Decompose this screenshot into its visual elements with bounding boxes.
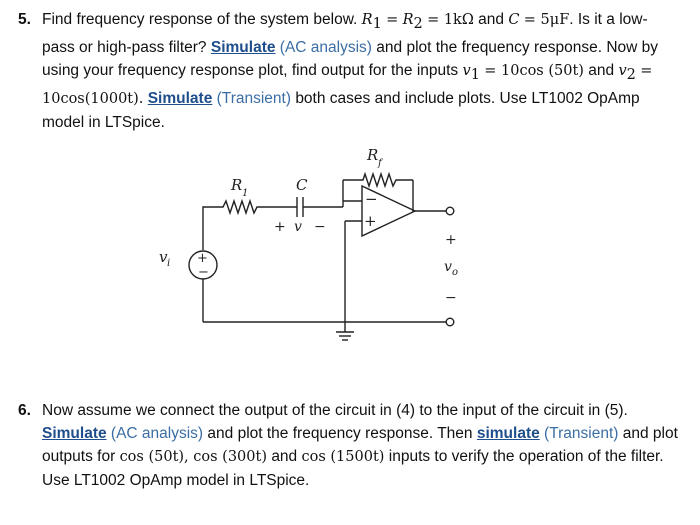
vi-label: v — [159, 248, 168, 266]
vo-sub: o — [452, 267, 459, 278]
opamp-plus: + — [364, 212, 377, 230]
r1-sub: 1 — [372, 16, 382, 33]
vo-plus: + — [445, 232, 457, 248]
p6-sentence-1: Now assume we connect the output of the circuit in (4) to the input of the circuit in (5). — [42, 402, 628, 419]
simulate-link-1[interactable]: Simulate — [210, 39, 276, 57]
v2-sub: 2 — [626, 67, 636, 84]
vo-label: v — [444, 259, 452, 275]
ac-analysis-note: (AC analysis) — [279, 39, 372, 57]
capacitance-value: = 5μF — [523, 12, 570, 28]
r1-sub: 1 — [242, 188, 249, 199]
input-1-expr: = 10cos (50t) — [484, 63, 584, 80]
cos-inputs-1: cos (50t), cos (300t) — [119, 449, 267, 465]
r2-symbol: R — [402, 12, 414, 28]
rf-sub: f — [378, 158, 382, 169]
problem-6 — [18, 399, 680, 492]
p5-sentence-1: Find frequency response of the system below. — [42, 11, 358, 28]
r1-resistor — [203, 201, 280, 250]
v1-sub: 1 — [470, 67, 480, 84]
transient-note: (Transient) — [216, 90, 291, 108]
c-symbol: C — [508, 12, 520, 28]
vc-label: v — [294, 219, 302, 235]
vc-plus: + — [274, 219, 286, 235]
source-minus: − — [198, 265, 209, 280]
simulate-link-4[interactable]: simulate — [476, 425, 540, 442]
input-2-expr: = 10cos(1000t). — [42, 63, 653, 108]
problem-6-number: 6. — [18, 402, 31, 419]
resistance-value: = 1kΩ — [427, 12, 474, 28]
p6-sentence-4: inputs to verify the operation of the filter. Use LT1002 OpAmp model in LTSpice. — [42, 448, 664, 489]
vo-minus: − — [445, 290, 457, 306]
r2-sub: 2 — [413, 16, 423, 33]
p5-sentence-2: . Is it a low-pass or high-pass filter? — [42, 11, 648, 57]
ground-symbol — [336, 322, 354, 340]
p5-sentence-3: and plot the frequency response. Now by using your frequency response plot, find output for the inputs — [42, 39, 659, 80]
r1-label: R — [231, 176, 243, 194]
opamp-minus: − — [365, 190, 378, 208]
r1-symbol: R — [361, 12, 373, 28]
transient-note-2: (Transient) — [544, 425, 619, 442]
cos-input-2: cos (1500t) — [301, 449, 385, 465]
p6-sentence-3: and plot outputs for — [42, 425, 678, 465]
vc-minus: − — [314, 219, 326, 235]
capacitor — [280, 197, 343, 217]
and-1: and — [478, 11, 505, 28]
rf-label: R — [367, 146, 379, 164]
and-3: and — [271, 448, 298, 465]
v1-symbol: v — [462, 63, 471, 80]
simulate-link-3[interactable]: Simulate — [42, 425, 107, 442]
v2-symbol: v — [618, 63, 627, 80]
c-label: C — [296, 176, 308, 194]
and-2: and — [588, 62, 615, 80]
problem-5-number: 5. — [18, 11, 31, 28]
eq-1: = — [386, 12, 399, 28]
simulate-link-2[interactable]: Simulate — [147, 90, 213, 108]
ac-analysis-note-2: (AC analysis) — [110, 425, 204, 442]
vi-sub: i — [167, 258, 171, 269]
problem-6-text — [42, 399, 680, 492]
source-plus: + — [197, 251, 208, 266]
p5-sentence-4: both cases and include plots. Use LT1002 OpAmp model in LTSpice. — [42, 90, 640, 132]
rf-resistor — [343, 174, 413, 186]
p6-sentence-2: and plot the frequency response. Then — [207, 425, 473, 442]
